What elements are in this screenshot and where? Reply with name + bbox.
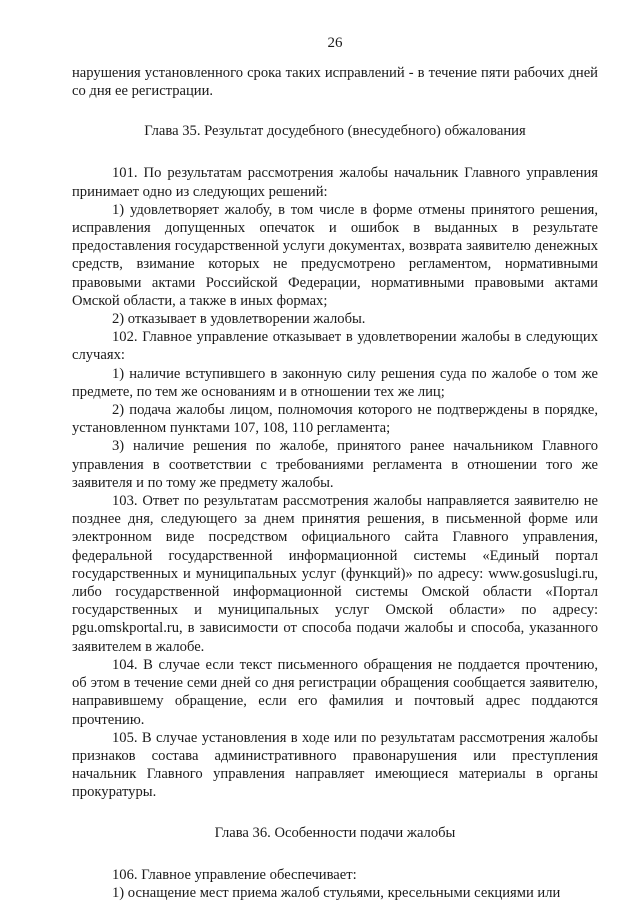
paragraph-105: 105. В случае установления в ходе или по результатам рассмотрения жалобы признаков состава административного правонарушения или преступления начальник Главного управления направляет имеющиеся материалы в органы прокуратуры. (72, 729, 598, 801)
paragraph-101-item-1: 1) удовлетворяет жалобу, в том числе в форме отмены принятого решения, исправления допущенных опечаток и ошибок в выданных в результате предоставления государственной услуги документах, возврата заявителю денежных средств, взимание которых не предусмотрено регламентом, нормативными правовыми актами Российской Федерации, нормативными правовыми актами Омской области, а также в иных формах; (72, 201, 598, 309)
paragraph-continued: нарушения установленного срока таких исправлений - в течение пяти рабочих дней со дня ее регистрации. (72, 65, 598, 100)
paragraph-101-item-2: 2) отказывает в удовлетворении жалобы. (112, 311, 366, 328)
paragraph-103: 103. Ответ по результатам рассмотрения жалобы направляется заявителю не позднее дня, следующего за днем принятия решения, в письменной форме или электронном виде посредством официального сайта Главного управления, федеральной государственной информационной системы «Единый портал государственных и муниципальных услуг (функций)» по адресу: www.gosuslugi.ru, либо государственной информационной системы Омской области «Портал государственных и муниципальных услуг Омской области» по адресу: pgu.omskportal.ru, в зависимости от способа подачи жалобы и способа, указанного заявителем в жалобе. (72, 493, 598, 655)
paragraph-102-item-1: 1) наличие вступившего в законную силу решения суда по жалобе о том же предмете, по тем же основаниям и в отношении тех же лиц; (72, 365, 598, 400)
chapter-36-heading: Глава 36. Особенности подачи жалобы (214, 824, 456, 841)
paragraph-106-item-1: 1) оснащение мест приема жалоб стульями, кресельными секциями или (112, 884, 561, 901)
paragraph-106: 106. Главное управление обеспечивает: (112, 866, 357, 883)
paragraph-102: 102. Главное управление отказывает в удовлетворении жалобы в следующих случаях: (72, 329, 598, 364)
paragraph-104: 104. В случае если текст письменного обращения не поддается прочтению, об этом в течение семи дней со дня регистрации обращения сообщается заявителю, направившему обращение, если его фамилия и почтовый адрес поддаются прочтению. (72, 656, 598, 728)
document-page (72, 34, 598, 902)
paragraph-102-item-3: 3) наличие решения по жалобе, принятого ранее начальником Главного управления в соответствии с требованиями регламента в отношении того же заявителя и по тому же предмету жалобы. (72, 438, 598, 491)
chapter-35-heading: Глава 35. Результат досудебного (внесудебного) обжалования (144, 123, 526, 140)
paragraph-102-item-2: 2) подача жалобы лицом, полномочия которого не подтверждены в порядке, установленном пунктами 107, 108, 110 регламента; (72, 402, 598, 437)
page-number: 26 (327, 35, 343, 51)
paragraph-101: 101. По результатам рассмотрения жалобы начальник Главного управления принимает одно из следующих решений: (72, 165, 598, 200)
